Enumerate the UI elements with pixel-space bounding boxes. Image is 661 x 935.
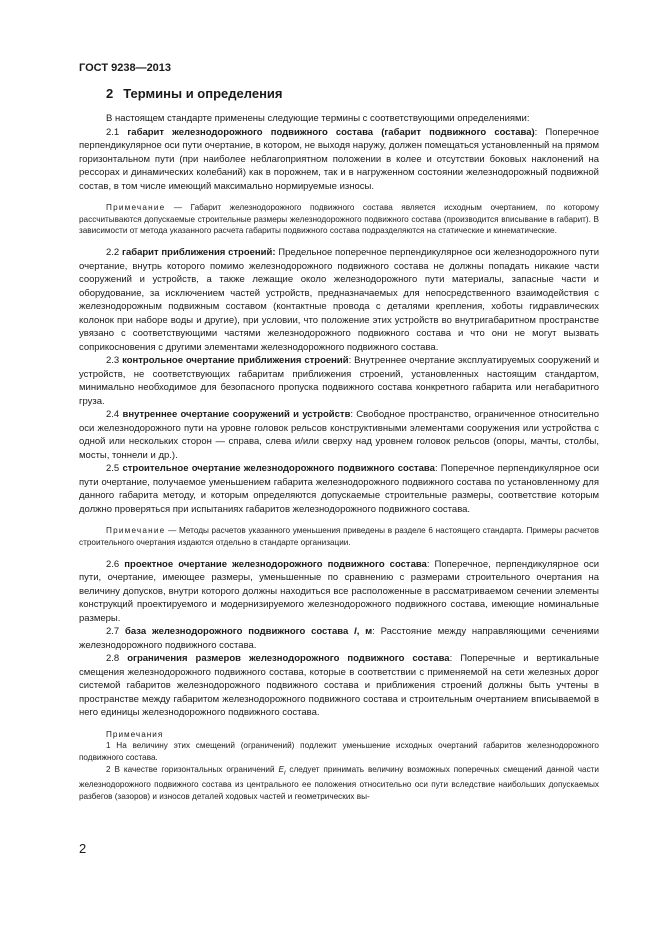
term-name: габарит приближения строений: [121, 247, 276, 259]
term-2-8 [79, 652, 599, 720]
note-item-1: 1 На величину этих смещений (ограничений) подлежит уменьшение исходных очертаний габаритов железнодорожного подвижного состава. [79, 741, 599, 762]
term-definition: : Свободное пространство, ограниченное относительно оси железнодорожного пути на уровне головок рельсов конструктивными элементами сооружения или устройства с одной или нескольких сторон — справа, слева и/или сверху над уровнем головок рельсов (опоры, мачты, столбы, мосты, тоннели и др.). [79, 409, 600, 461]
document-header: ГОСТ 9238—2013 [79, 62, 172, 74]
term-definition: : Расстояние между направляющими сечениями железнодорожного подвижного состава. [79, 626, 599, 651]
term-number: 2.5 [106, 463, 120, 475]
term-name: ограничения размеров железнодорожного подвижного состава [127, 653, 450, 665]
term-number: 2.1 [106, 126, 120, 138]
term-name: габарит железнодорожного подвижного состава (габарит подвижного состава) [127, 126, 535, 138]
term-name: база железнодорожного подвижного состава l, м [125, 626, 373, 638]
term-definition: : Поперечные и вертикальные смещения железнодорожного подвижного состава, которые в соответствии с применяемой на сети железных дорог системой габаритов железнодорожного подвижного состава и приближения строений должны быть учтены в пространстве между габаритом железнодорожного подвижного состава и строительным очертанием вписываемой в него единицы железнодорожного подвижного состава. [79, 653, 600, 719]
note-item-2: 2 В качестве горизонтальных ограничений $E_i$ следует принимать величину возможных поперечных смещений данной части железнодорожного подвижного состава из центрального ее положения относительно оси пути вследствие наибольших допускаемых разбегов (зазоров) и износов деталей ходовых частей и геометрических вы- [79, 764, 599, 801]
term-definition: : Поперечное перпендикулярное оси пути очертание, в котором, не выходя наружу, должен помещаться установленный на прямом горизонтальном пути (при наиболее неблагоприятном положении в колее и отсутствии боковых наклонений на рессорах и динамических колебаний) как в порожнем, так и в нагруженном состоянии железнодорожный подвижной состав, в том числе имеющий максимально нормируемые износы. [79, 126, 599, 192]
term-2-1 [79, 126, 599, 194]
section-number: 2 [106, 86, 114, 101]
document-body [79, 112, 599, 802]
section-title-text: Термины и определения [123, 86, 283, 101]
note-label: Примечание [106, 203, 166, 212]
term-definition: : Поперечное, перпендикулярное оси пути, очертание, имеющее размеры, уменьшенные по сравнению с размерами строительного очертания на величину допусков, внутри которого должны находиться все расположенные в рассматриваемом сечении элементы конструкций проектируемого и модернизируемого железнодорожного подвижного состава, имеющие номинальные размеры. [79, 558, 600, 624]
term-2-3 [79, 354, 599, 408]
term-name: контрольное очертание приближения строений [122, 355, 349, 367]
section-title [106, 86, 283, 101]
variable-e: $E_i$ [278, 764, 286, 777]
term-2-7 [79, 625, 599, 652]
term-name: проектное очертание железнодорожного подвижного состава [124, 558, 427, 570]
note-text: — Габарит железнодорожного подвижного состава является исходным очертанием, по которому рассчитываются допускаемые строительные размеры железнодорожного подвижного состава (производится вписывание в габарит). В зависимости от метода указанного расчета габариты подвижного состава подразделяются на статические и кинематические. [79, 203, 599, 236]
term-definition: : Поперечное перпендикулярное оси пути очертание, получаемое уменьшением габарита железнодорожного подвижного состава по установленному для данного габарита методу, и которым определяются допускаемые строительные размеры, соответствие которым должно проверяться при испытаниях габаритов железнодорожного подвижного состава. [79, 463, 599, 515]
term-2-5 [79, 462, 599, 516]
term-number: 2.2 [106, 247, 120, 259]
term-name: строительное очертание железнодорожного подвижного состава [122, 463, 435, 475]
note-text: — Методы расчетов указанного уменьшения приведены в разделе 6 настоящего стандарта. Примеры расчетов строительного очертания издаются отдельно в стандарте организации. [79, 526, 599, 547]
term-2-4 [79, 408, 599, 462]
term-symbol: l [354, 626, 357, 638]
term-definition: : Внутреннее очертание эксплуатируемых сооружений и устройств, не соответствующих габаритам приближения строений, установленных настоящим стандартом, минимально необходимое для безопасного пропуска подвижного состава конкретного габарита или негабаритного груза. [79, 355, 600, 407]
term-2-2 [79, 246, 599, 354]
term-number: 2.4 [106, 409, 120, 421]
term-number: 2.8 [106, 653, 120, 665]
intro-paragraph: В настоящем стандарте применены следующие термины с соответствующими определениями: [106, 113, 530, 124]
term-number: 2.6 [106, 558, 120, 570]
term-definition: Предельное поперечное перпендикулярное оси железнодорожного пути очертание, внутрь которого помимо железнодорожного подвижного состава не должны попадать никакие части сооружений и устройств, а также лежащие около железнодорожного пути материалы, запасные части и оборудование, за исключением частей устройств, предназначаемых для непосредственного взаимодействия с железнодорожным подвижным составом (контактные провода с деталями крепления, хоботы гидравлических колонок при наборе воды и другие), при условии, что положение этих устройств во внутригабаритном пространстве увязано с соответствующими частями железнодорожного подвижного состава и что они не могут вызвать соприкосновения с другими элементами железнодорожного подвижного состава. [79, 247, 599, 353]
notes-heading: Примечания [106, 729, 164, 739]
note-label: Примечание [106, 526, 166, 536]
note-2 [79, 525, 599, 548]
term-number: 2.3 [106, 355, 120, 367]
term-2-6 [79, 558, 599, 626]
page-number: 2 [79, 841, 87, 856]
note-1 [79, 202, 599, 237]
term-name: внутреннее очертание сооружений и устройств [122, 409, 351, 421]
term-number: 2.7 [106, 626, 120, 638]
